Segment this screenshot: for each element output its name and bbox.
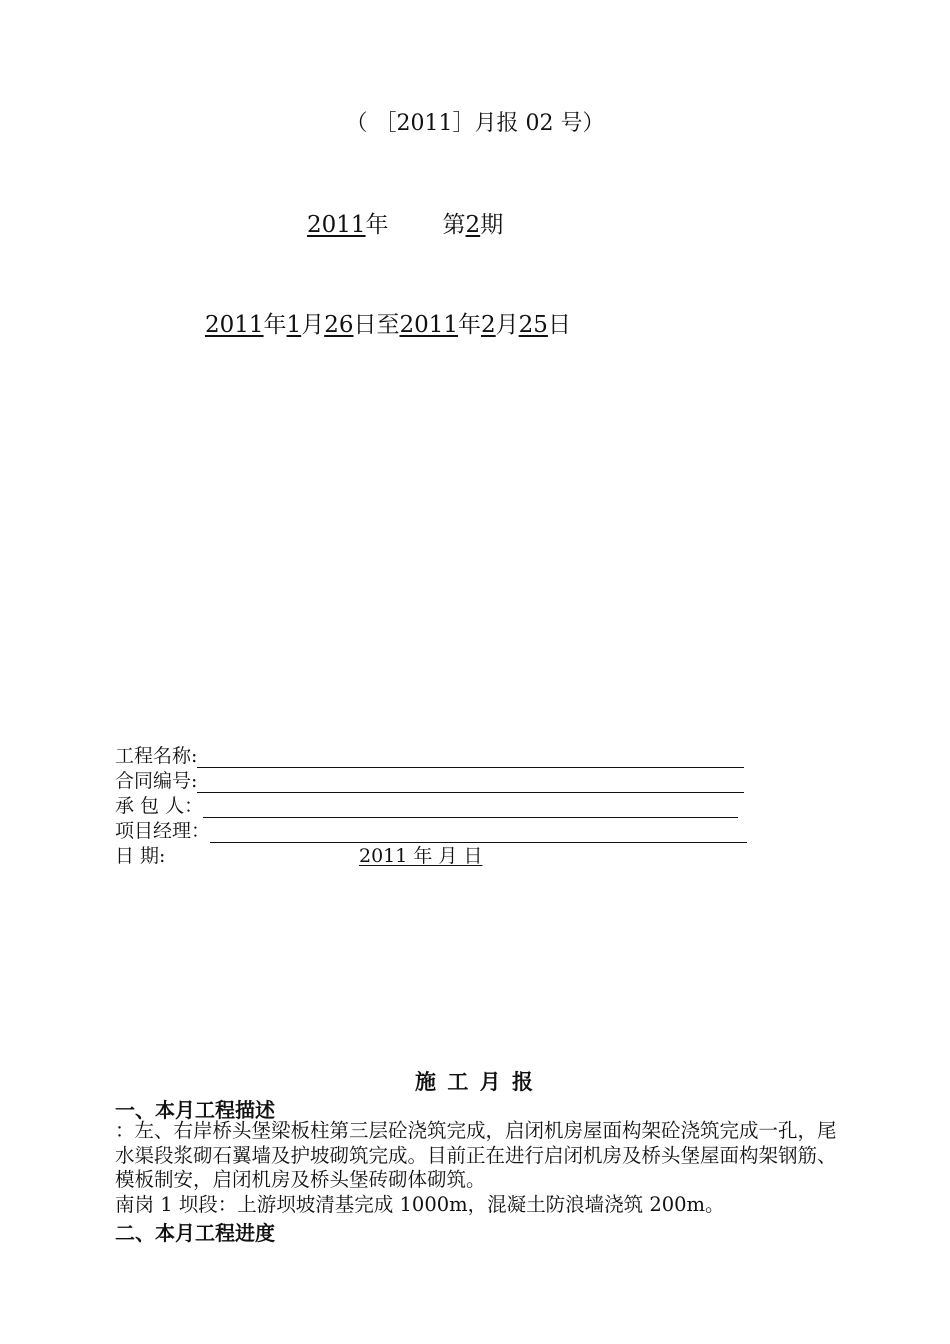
contract-number-line xyxy=(197,774,744,793)
report-title: 施 工 月 报 xyxy=(415,1069,535,1094)
contract-number-label: 合同编号: xyxy=(115,770,198,792)
report-number: （ ［2011］月报 02 号） xyxy=(345,111,605,136)
report-period xyxy=(307,206,503,239)
dam-section-paragraph: 南岗 1 坝段：上游坝坡清基完成 1000m，混凝土防浪墙浇筑 200m。 xyxy=(115,1192,725,1216)
period-issue-suffix: 期 xyxy=(480,212,504,238)
project-manager-label: 项目经理： xyxy=(115,820,211,842)
section-heading-progress: 二、本月工程进度 xyxy=(115,1221,275,1245)
start-day: 26 xyxy=(324,312,354,338)
start-year: 2011 xyxy=(205,312,264,338)
project-manager-field xyxy=(115,819,747,843)
description-paragraph: ：左、右岸桥头堡梁板柱第三层砼浇筑完成，启闭机房屋面构架砼浇筑完成一孔，尾水渠段浆砌石翼墙及护坡砌筑完成。目前正在进行启闭机房及桥头堡屋面构架钢筋、模板制安，启闭机房及桥头堡砖砌体砌筑。 xyxy=(115,1119,837,1191)
report-body xyxy=(115,1119,845,1217)
period-year: 2011 xyxy=(307,212,366,238)
date-text: 年 xyxy=(458,312,482,338)
project-name-field xyxy=(115,744,744,768)
date-text: 月 xyxy=(301,312,325,338)
end-day: 25 xyxy=(518,312,548,338)
date-value: 2011 年 月 日 xyxy=(359,845,483,867)
end-month: 2 xyxy=(481,312,496,338)
end-year: 2011 xyxy=(399,312,459,338)
date-range xyxy=(205,306,571,339)
contractor-label: 承 包 人： xyxy=(115,795,204,817)
contractor-line xyxy=(203,799,738,818)
date-field xyxy=(115,844,482,868)
period-issue: 2 xyxy=(465,212,481,238)
project-name-line xyxy=(197,749,744,768)
period-issue-prefix: 第 xyxy=(442,212,466,238)
date-text: 年 xyxy=(263,312,287,338)
contract-number-field xyxy=(115,769,744,793)
contractor-field xyxy=(115,794,738,818)
date-label: 日 期: xyxy=(115,845,166,867)
period-year-suffix: 年 xyxy=(365,212,389,238)
date-text: 日 xyxy=(547,312,571,338)
start-month: 1 xyxy=(286,312,302,338)
project-name-label: 工程名称: xyxy=(115,745,198,767)
date-text: 日至 xyxy=(353,312,400,338)
section-heading-description: 一、本月工程描述 xyxy=(115,1098,275,1122)
date-text: 月 xyxy=(495,312,519,338)
